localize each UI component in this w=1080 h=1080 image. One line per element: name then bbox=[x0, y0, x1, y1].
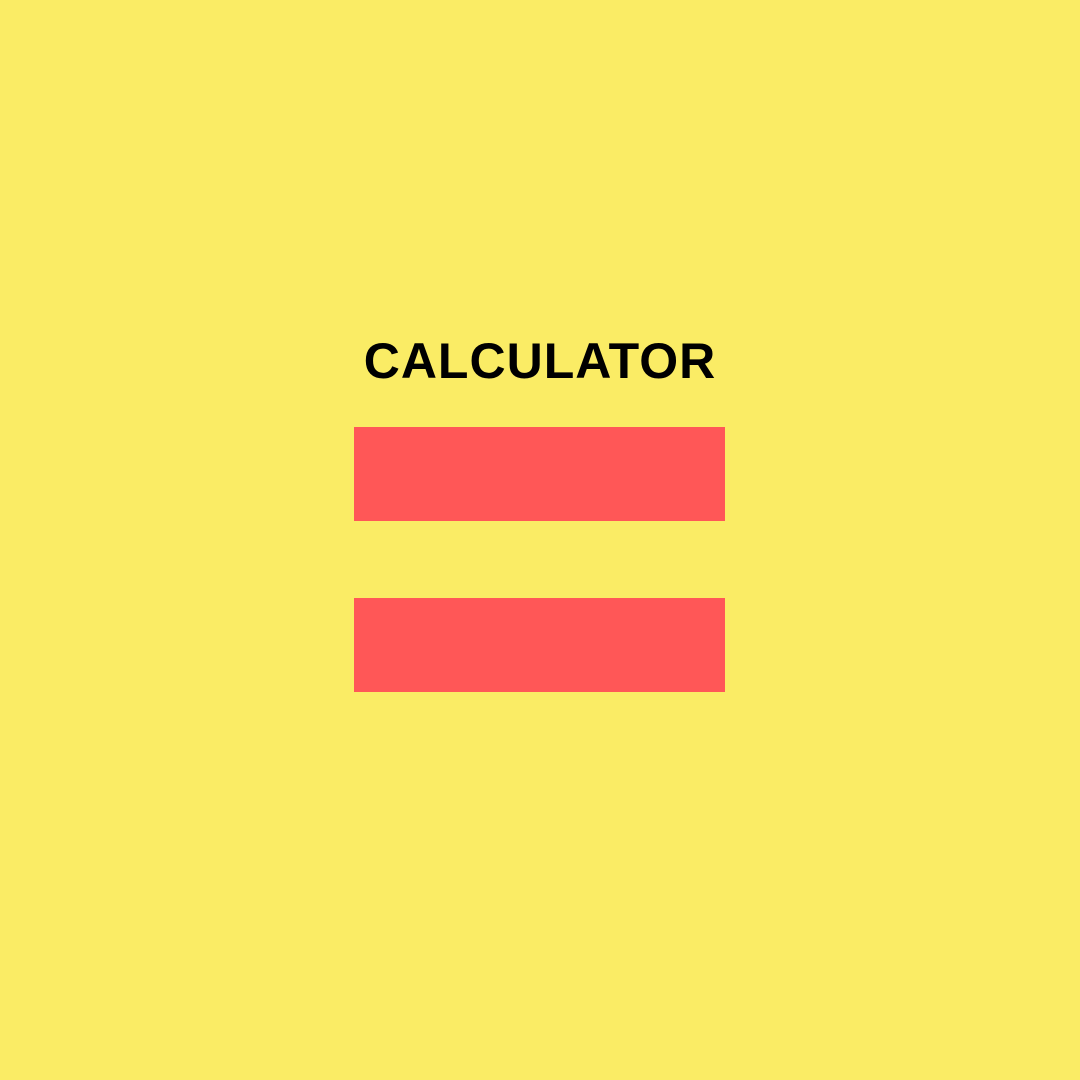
equals-bar-top bbox=[354, 427, 725, 521]
equals-bar-bottom bbox=[354, 598, 725, 692]
page-title: CALCULATOR bbox=[363, 333, 717, 389]
